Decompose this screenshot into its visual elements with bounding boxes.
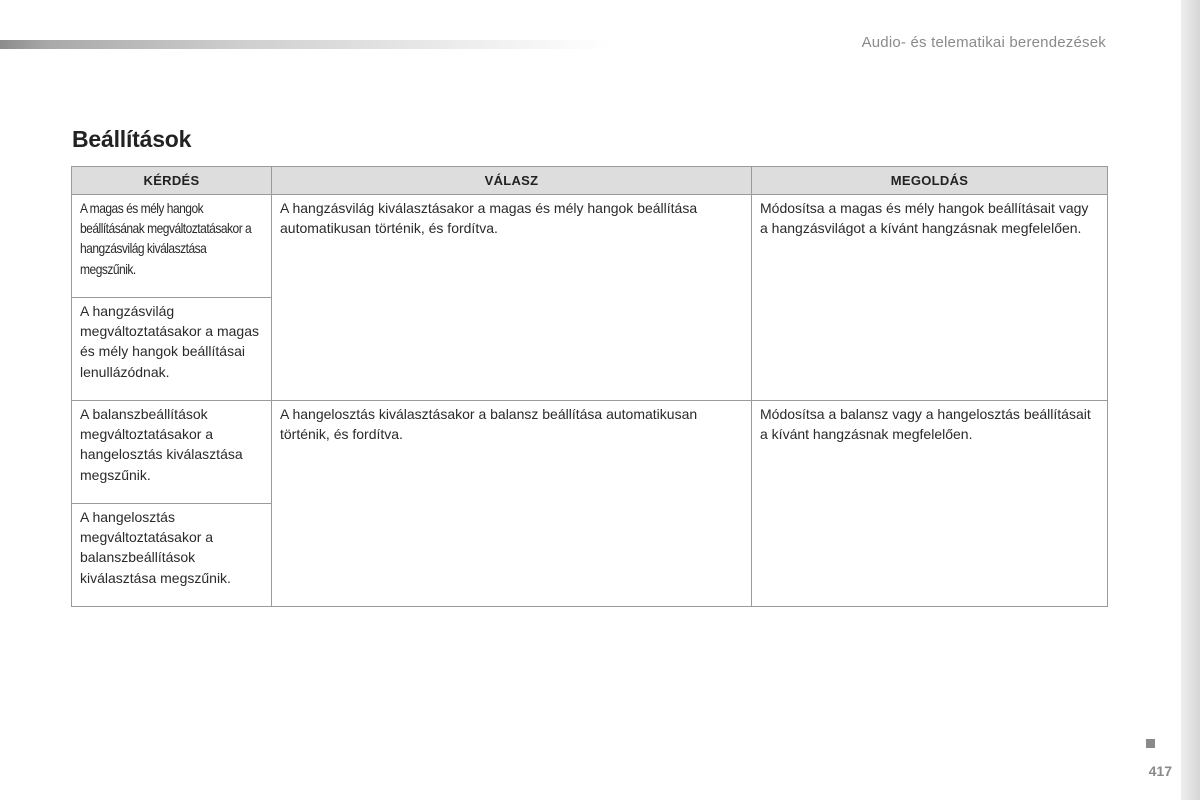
section-title: Audio- és telematikai berendezések [861, 34, 1106, 51]
page-number: 417 [1148, 763, 1172, 779]
answer-cell: A hangelosztás kiválasztásakor a balansz beállítása automatikusan történik, és fordítva. [272, 401, 752, 607]
solution-cell: Módosítsa a magas és mély hangok beállításait vagy a hangzásvilágot a kívánt hangzásnak megfelelően. [752, 195, 1108, 401]
question-cell: A hangelosztás megváltoztatásakor a balanszbeállítások kiválasztása megszűnik. [72, 504, 272, 607]
question-cell [72, 195, 272, 298]
table-header-row [72, 167, 1108, 195]
page-edge-strip [1181, 0, 1200, 800]
column-header-solution: MEGOLDÁS [752, 167, 1108, 195]
column-header-question: KÉRDÉS [72, 167, 272, 195]
troubleshooting-table [71, 166, 1108, 607]
page-title: Beállítások [72, 126, 192, 152]
header-decorative-bar [0, 40, 610, 49]
question-cell: A hangzásvilág megváltoztatásakor a magas és mély hangok beállításai lenullázódnak. [72, 298, 272, 401]
table-row [72, 401, 1108, 504]
table-row [72, 195, 1108, 298]
question-text: A magas és mély hangok beállításának megváltoztatásakor a hangzásvilág kiválasztása megszűnik. [80, 200, 252, 277]
solution-cell: Módosítsa a balansz vagy a hangelosztás beállításait a kívánt hangzásnak megfelelően. [752, 401, 1108, 607]
answer-cell: A hangzásvilág kiválasztásakor a magas és mély hangok beállítása automatikusan történik, és fordítva. [272, 195, 752, 401]
column-header-answer: VÁLASZ [272, 167, 752, 195]
page-marker-square [1146, 739, 1155, 748]
question-cell: A balanszbeállítások megváltoztatásakor a hangelosztás kiválasztása megszűnik. [72, 401, 272, 504]
